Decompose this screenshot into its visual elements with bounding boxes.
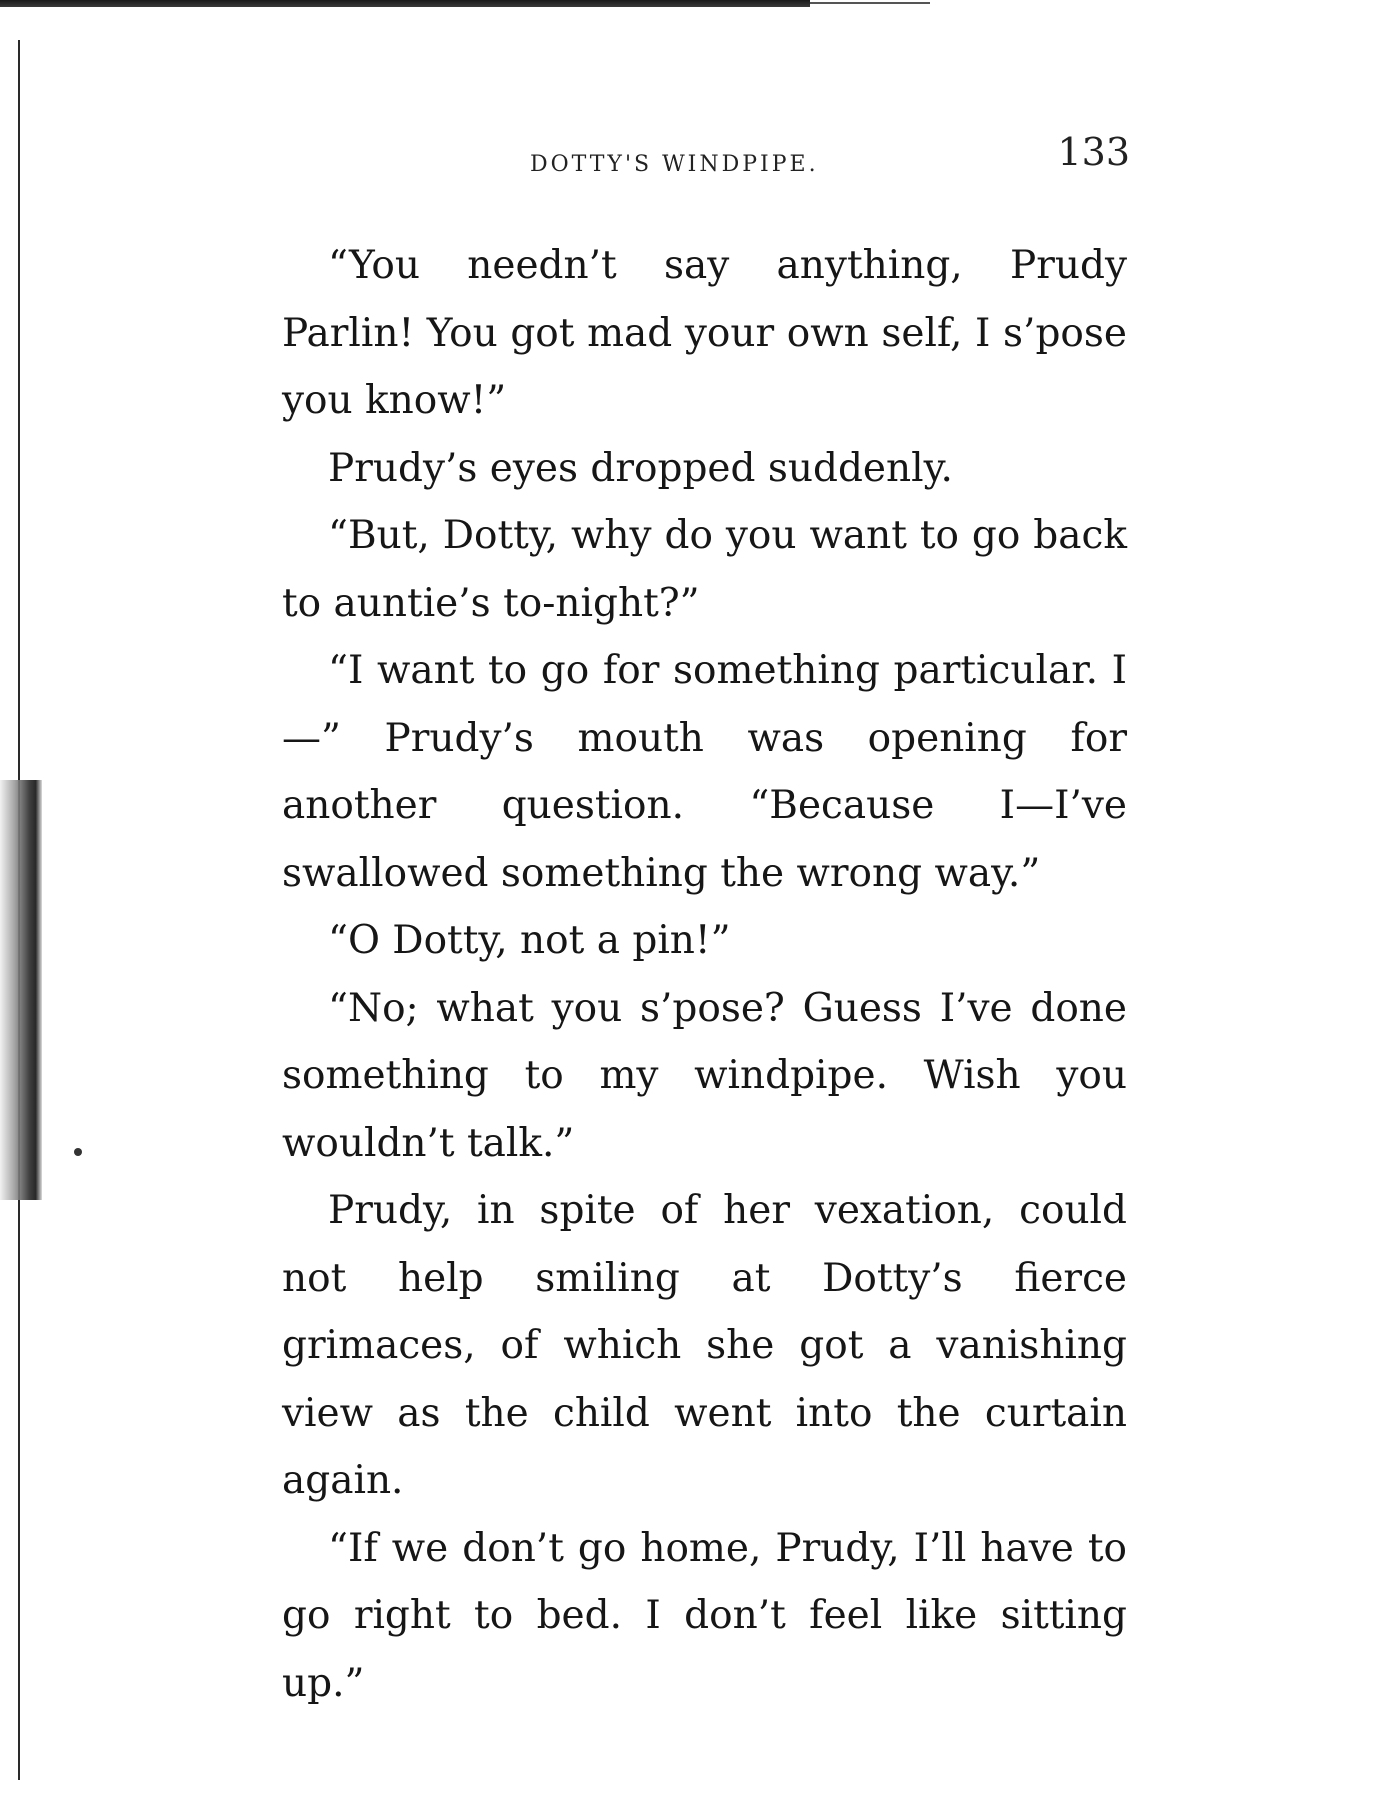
paragraph: Prudy, in spite of her vexation, could not help smiling at Dotty’s fierce grimaces, of which she got a vanishing view as the child went into the curtain again. bbox=[282, 1188, 1127, 1503]
page-header bbox=[280, 130, 1130, 180]
paragraph: “If we don’t go home, Prudy, I’ll have to go right to bed. I don’t feel like sitting up.” bbox=[282, 1525, 1127, 1706]
paragraph: “No; what you s’pose? Guess I’ve done something to my windpipe. Wish you wouldn’t talk.” bbox=[282, 985, 1127, 1166]
paragraph: “I want to go for something particular. I—” Prudy’s mouth was opening for another question. “Because I—I’ve swallowed something the wrong way.” bbox=[282, 648, 1127, 896]
scan-edge-top-tail bbox=[810, 2, 930, 4]
paragraph: Prudy’s eyes dropped suddenly. bbox=[328, 445, 953, 491]
scan-edge-top bbox=[0, 0, 810, 7]
paragraph: “You needn’t say anything, Prudy Parlin! You got mad your own self, I s’pose you know!” bbox=[282, 243, 1127, 423]
running-head: DOTTY'S WINDPIPE. bbox=[530, 152, 819, 177]
paragraph: “But, Dotty, why do you want to go back to auntie’s to-night?” bbox=[282, 513, 1127, 626]
body-text bbox=[282, 232, 1127, 1717]
scan-speck bbox=[74, 1148, 82, 1156]
page-number: 133 bbox=[1057, 130, 1130, 174]
paragraph: “O Dotty, not a pin!” bbox=[328, 918, 731, 963]
scan-binding-shadow bbox=[0, 780, 42, 1200]
